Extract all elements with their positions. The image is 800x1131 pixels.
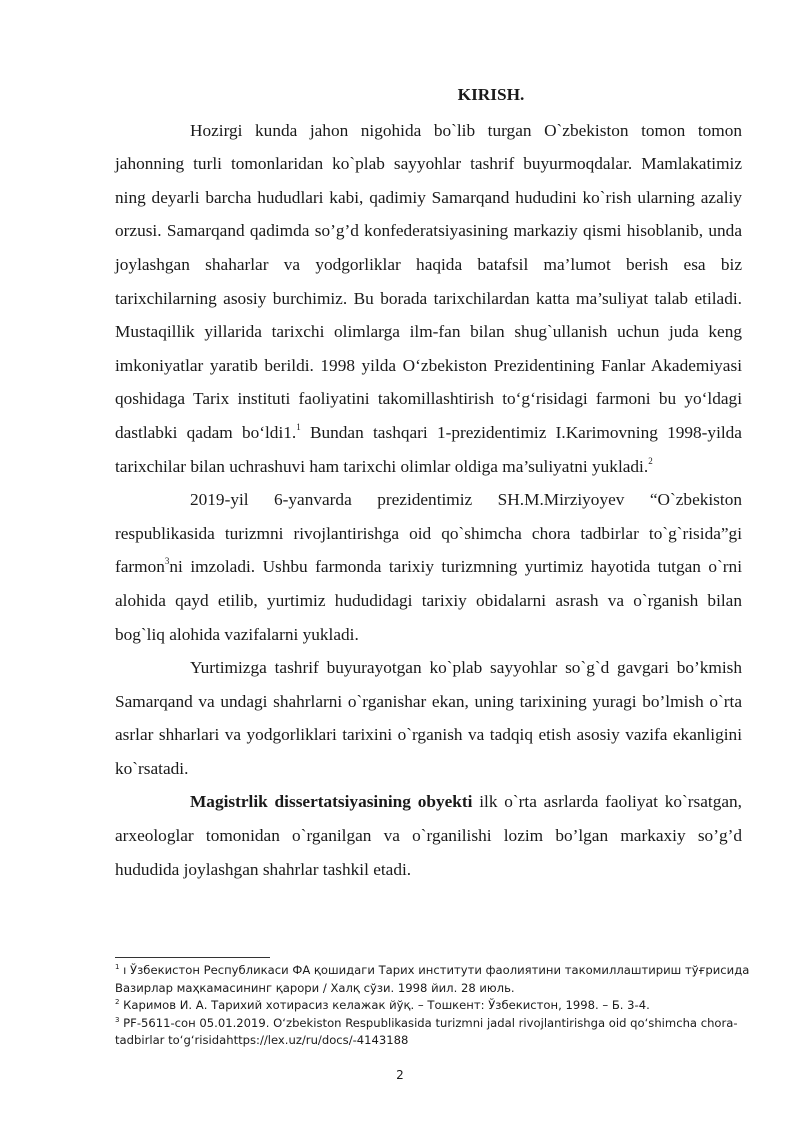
body-text [115, 78, 742, 886]
bold-term: Magistrlik dissertatsiyasining obyekti [190, 792, 473, 812]
paragraph-text: Bundan tashqari 1-prezidentimiz I.Karimovning 1998-yilda tarixchilar bilan uchrashuvi ham tarixchi olimlar oldiga ma’suliyatni yukladi. [115, 422, 742, 476]
footnote-number: 2 [115, 998, 120, 1006]
paragraph-intro [115, 114, 742, 484]
paragraph-decree [115, 483, 742, 651]
paragraph-text: Hozirgi kunda jahon nigohida bo`lib turgan O`zbekiston tomon tomon jahonning turli tomonlaridan ko`plab sayyohlar tashrif buyurmoqdalar. Mamlakatimiz ning deyarli barcha hududlari kabi, qadimiy Samarqand hududini ko`rish ularning azaliy orzusi. Samarqand qadimda so’g’d konfederatsiyasining markaziy qismi hisoblanib, unda joylashgan shaharlar va yodgorliklar haqida batafsil ma’lumot berish esa biz tarixchilarning asosiy burchimiz. Bu borada tarixchilardan katta ma’suliyat talab etiladi. Mustaqillik yillarida tarixchi olimlarga ilm-fan bilan shug`ullanish uchun juda keng imkoniyatlar yaratib berildi. 1998 yilda O‘zbekiston Prezidentining Fanlar Akademiyasi qoshidaga Tarix instituti faoliyatini takomillashtirish to‘g‘risidagi farmoni bu yo‘ldagi dastlabki qadam bo‘ldi1. [115, 120, 742, 442]
footnote-ref[interactable]: 3 [164, 556, 170, 567]
footnote-text: ı Ўзбекистон Республикаси ФА қошидаги Тарих институти фаолиятини такомиллаштириш тўғрисида Вазирлар маҳкамасининг қарори / Халқ сўзи. 1998 йил. 28 июль. [115, 963, 750, 995]
footnote-text[interactable]: PF-5611-сон 05.01.2019. O‘zbekiston Respublikasida turizmni jadal rivojlantirishga oid qo‘shimcha chora-tadbirlar to‘g‘risidahttps://lex.uz/ru/docs/-4143188 [115, 1015, 738, 1047]
footnote-number: 3 [115, 1015, 120, 1024]
footnote-number: 1 [115, 963, 120, 971]
page-number: 2 [396, 1068, 404, 1082]
footnote-ref[interactable]: 1 [296, 421, 301, 432]
footnote [115, 997, 750, 1015]
paragraph-text: ilk o`rta asrlarda faoliyat ko`rsatgan, arxeologlar tomonidan o`rganilgan va o`rganilishi lozim bo’lgan markaxiy so’g’d hududida joylashgan shahrlar tashkil etadi. [115, 792, 742, 879]
footnote [115, 1015, 750, 1050]
footnote-divider [115, 957, 270, 958]
footnote-ref[interactable]: 2 [648, 455, 653, 466]
footnotes [115, 957, 750, 1050]
footnote [115, 962, 750, 997]
paragraph-research-object [115, 785, 742, 886]
footnote-text: Каримов И. А. Тарихий хотирасиз келажак йўқ. – Тошкент: Ўзбекистон, 1998. – Б. 3-4. [119, 998, 650, 1012]
paragraph-text: 2019-yil 6-yanvarda prezidentimiz SH.M.Mirziyoyev “O`zbekiston respublikasida turizmni rivojlantirishga oid qo`shimcha chora tadbirlar to`g`risida”gi farmon [115, 490, 742, 577]
section-title: KIRISH. [457, 85, 525, 104]
paragraph-text: ni imzoladi. Ushbu farmonda tarixiy turizmning yurtimiz hayotida tutgan o`rni alohida qayd etilib, yurtimiz hududidagi tarixiy obidalarni asrash va o`rganish bilan bog`liq alohida vazifalarni yukladi. [115, 557, 742, 644]
paragraph-text: Yurtimizga tashrif buyurayotgan ko`plab sayyohlar so`g`d gavgari bo’kmish Samarqand va undagi shahrlarni o`rganishar ekan, uning tarixining yuragi bo’lmish o`rta asrlar shharlari va yodgorliklari tarixini o`rganish va tadqiq etish asosiy vazifa ekanligini ko`rsatadi. [115, 658, 742, 778]
paragraph-tourism [115, 651, 742, 785]
